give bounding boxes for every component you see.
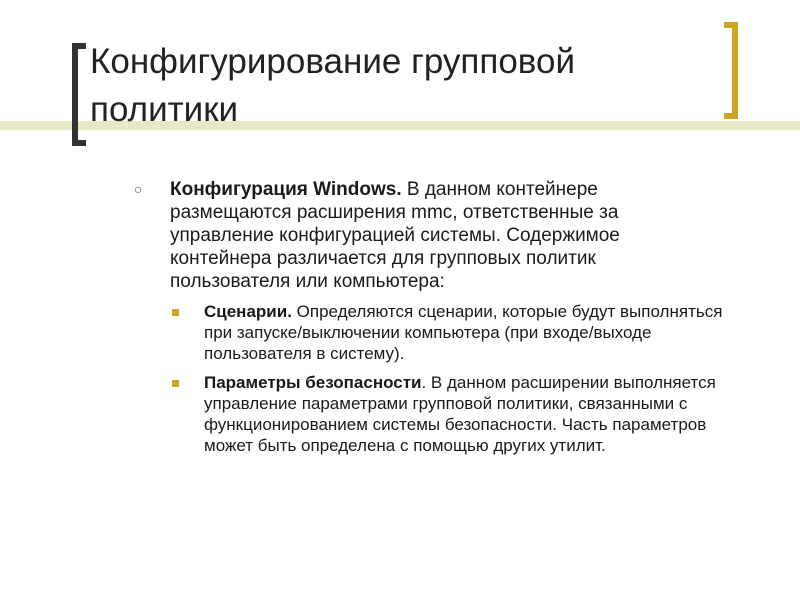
sub-item-body: . В данном расширении выполняется управление параметрами групповой политики, связанными с функционированием системы безопасности. Часть параметров может быть определена с помощью других утилит. — [204, 373, 716, 455]
left-bracket-decoration — [72, 43, 86, 146]
right-bracket-decoration — [724, 22, 738, 119]
sub-item-text — [204, 372, 728, 456]
sub-list-item-scripts — [170, 301, 728, 364]
main-list-item — [128, 178, 728, 293]
sub-item-bold: Параметры безопасности — [204, 373, 422, 392]
slide-content — [128, 178, 728, 464]
main-item-bold: Конфигурация Windows. — [170, 179, 402, 200]
sub-list-item-security — [170, 372, 728, 456]
slide-title: Конфигурирование групповой политики — [90, 42, 576, 129]
square-bullet-icon — [170, 372, 204, 392]
main-item-text — [170, 178, 700, 293]
sub-item-body: Определяются сценарии, которые будут выполняться при запуске/выключении компьютера (при входе/выходе пользователя в систему). — [204, 302, 723, 363]
sub-item-text — [204, 301, 728, 364]
sub-item-bold: Сценарии. — [204, 302, 292, 321]
square-bullet-icon — [170, 301, 204, 321]
main-item-body: В данном контейнере размещаются расширения mmc, ответственные за управление конфигурацией системы. Содержимое контейнера различается для групповых политик пользователя или компьютера: — [170, 179, 620, 292]
circle-bullet-icon: ○ — [134, 181, 143, 197]
sub-list — [128, 301, 728, 456]
